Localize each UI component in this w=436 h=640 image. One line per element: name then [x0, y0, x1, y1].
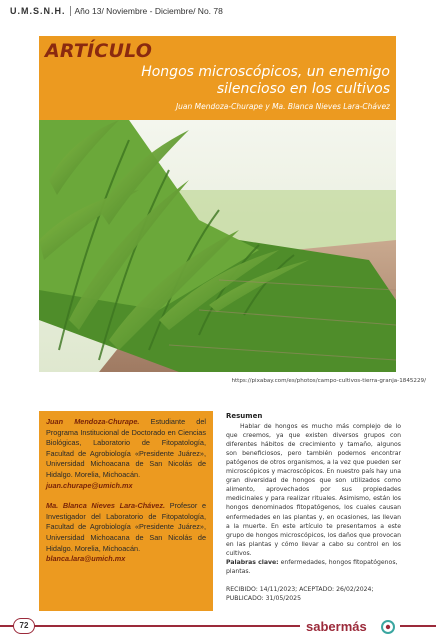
title-band: [39, 36, 396, 120]
author-bio-name: Juan Mendoza-Churape.: [46, 417, 140, 426]
article-dates: RECIBIDO: 14/11/2023; ACEPTADO: 26/02/2024; PUBLICADO: 31/05/2025: [226, 585, 374, 602]
author-bio-1: [46, 417, 206, 491]
keywords: [226, 558, 401, 576]
author-bio-2: [46, 501, 206, 565]
article-title: Hongos microscópicos, un enemigo silencioso en los cultivos: [141, 64, 390, 97]
abstract: [226, 412, 401, 603]
sabermas-logo: [300, 617, 400, 637]
author-email: juan.churape@umich.mx: [46, 480, 133, 490]
abstract-body: Hablar de hongos es mucho más complejo de lo que creemos, ya que existen diversos grupos con diferentes hábitos de crecimiento y tamaño, algunos son beneficiosos, pero también podemos encontrar patógenos de otros organismos, a la vez que pueden ser microscópicos y macroscópicos. En nuestro país hay una gran diversidad de hongos que son utilizados como alimento, aprovechados por sus propiedades medicinales y para realizar rituales. Asimismo, están los hongos denominados fitopatógenos, los cuales causan enfermedades en las plantas y, en ocasiones, las llevan a la muerte. En este artículo te presentamos a este grupo de hongos microscópicos, los daños que provocan en las plantas y cómo llevar a cabo su control en los cultivos.: [226, 423, 401, 557]
author-bio-text: Estudiante del Programa Institucional de Doctorado en Ciencias Biológicas, Laboratorio de Fitopatología, Facultad de Agrobiología «Presidente Juárez», Universidad Michoacana de San Nicolás de Hidalgo. Morelia, Michoacán.: [46, 417, 207, 479]
article-authors: Juan Mendoza-Churape y Ma. Blanca Nieves Lara-Chávez: [175, 102, 390, 111]
brand-wordmark: sabermás: [306, 619, 367, 634]
author-bio-name: Ma. Blanca Nieves Lara-Chávez.: [46, 501, 166, 511]
issue-info: Año 13/ Noviembre - Diciembre/ No. 78: [70, 6, 223, 16]
keywords-list: enfermedades, hongos fitopatógenos, plantas.: [226, 558, 398, 575]
image-credit: https://pixabay.com/es/photos/campo-cultivos-tierra-granja-1845229/: [231, 378, 426, 384]
page-number: 72: [13, 618, 35, 634]
section-label: ARTÍCULO: [45, 40, 153, 62]
author-bio-text: Profesor e Investigador del Laboratorio de Fitopatología, Facultad de Agrobiología «Presidente Juárez», Universidad Michoacana de San Nicolás de Hidalgo. Morelia, Michoacán.: [46, 501, 207, 553]
author-email: blanca.lara@umich.mx: [46, 554, 126, 564]
author-bios: [39, 411, 213, 611]
journal-name: U.M.S.N.H.: [10, 6, 66, 16]
abstract-heading: Resumen: [226, 412, 263, 420]
cornfield-photo: [39, 120, 396, 372]
keywords-label: Palabras clave:: [226, 558, 279, 566]
running-header: [10, 6, 426, 22]
